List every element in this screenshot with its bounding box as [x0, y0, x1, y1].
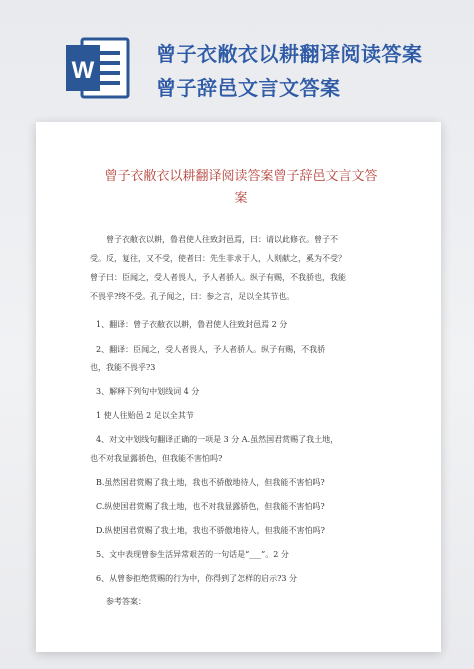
question-line: 也不对我显露骄色，但我能不害怕吗?: [90, 454, 223, 463]
passage-line: 不畏乎?终不受。孔子闻之，曰：参之言，足以全其节也。: [90, 292, 295, 301]
question-line: 4、对文中划线句翻译正确的一项是 3 分 A.虽然国君赏赐了我土地，: [96, 435, 339, 444]
document-title-line-2: 案: [234, 191, 248, 206]
question-line: 3、解释下列句中划线词 4 分: [96, 387, 200, 396]
document-page: [36, 122, 441, 652]
question-line: 6、从曾参拒绝赏赐的行为中，你得到了怎样的启示?3 分: [96, 574, 298, 583]
word-icon-letter: W: [71, 57, 95, 84]
header-title-line-1: 曾子衣敝衣以耕翻译阅读答案: [156, 42, 423, 66]
question-line: 也，我能不畏乎?3: [90, 363, 156, 372]
document-title: [96, 166, 386, 210]
word-document-icon: [60, 33, 142, 103]
header-title-line-2: 曾子辞邑文言文答案: [156, 76, 341, 100]
answer-heading: 参考答案：: [106, 597, 146, 606]
passage-line: 曾子衣敝衣以耕，鲁君使人往致封邑焉，曰：请以此修衣。曾子不: [106, 235, 338, 244]
passage-line: 受。反，复往，又不受，使者曰：先生非求于人，人则献之，奚为不受？: [90, 254, 346, 263]
document-title-line-1: 曾子衣敝衣以耕翻译阅读答案曾子辞邑文言文答: [104, 169, 378, 184]
passage-line: 曾子曰：臣闻之，受人者畏人，予人者骄人。纵子有赐，不我骄也，我能: [90, 273, 346, 282]
question-line: 1、翻译：曾子衣敝衣以耕，鲁君使人往致封邑焉 2 分: [96, 320, 288, 329]
question-line: 1 使人往贻邑 2 足以全其节: [96, 411, 194, 420]
question-line: 5、文中表现曾参生活异常艰苦的一句话是“___”。2 分: [96, 550, 289, 559]
page-header: [0, 0, 474, 120]
option-line: B.虽然国君赏赐了我土地，我也不骄傲地待人，但我能不害怕吗?: [96, 478, 325, 487]
option-line: C.纵使国君赏赐了我土地，也不对我显露骄色，但我能不害怕吗?: [96, 502, 325, 511]
option-line: D.纵使国君赏赐了我土地，我也不骄傲地待人，但我能不害怕吗?: [96, 526, 325, 535]
question-line: 2、翻译：臣闻之，受人者畏人，予人者骄人。纵子有赐，不我骄: [96, 345, 326, 354]
